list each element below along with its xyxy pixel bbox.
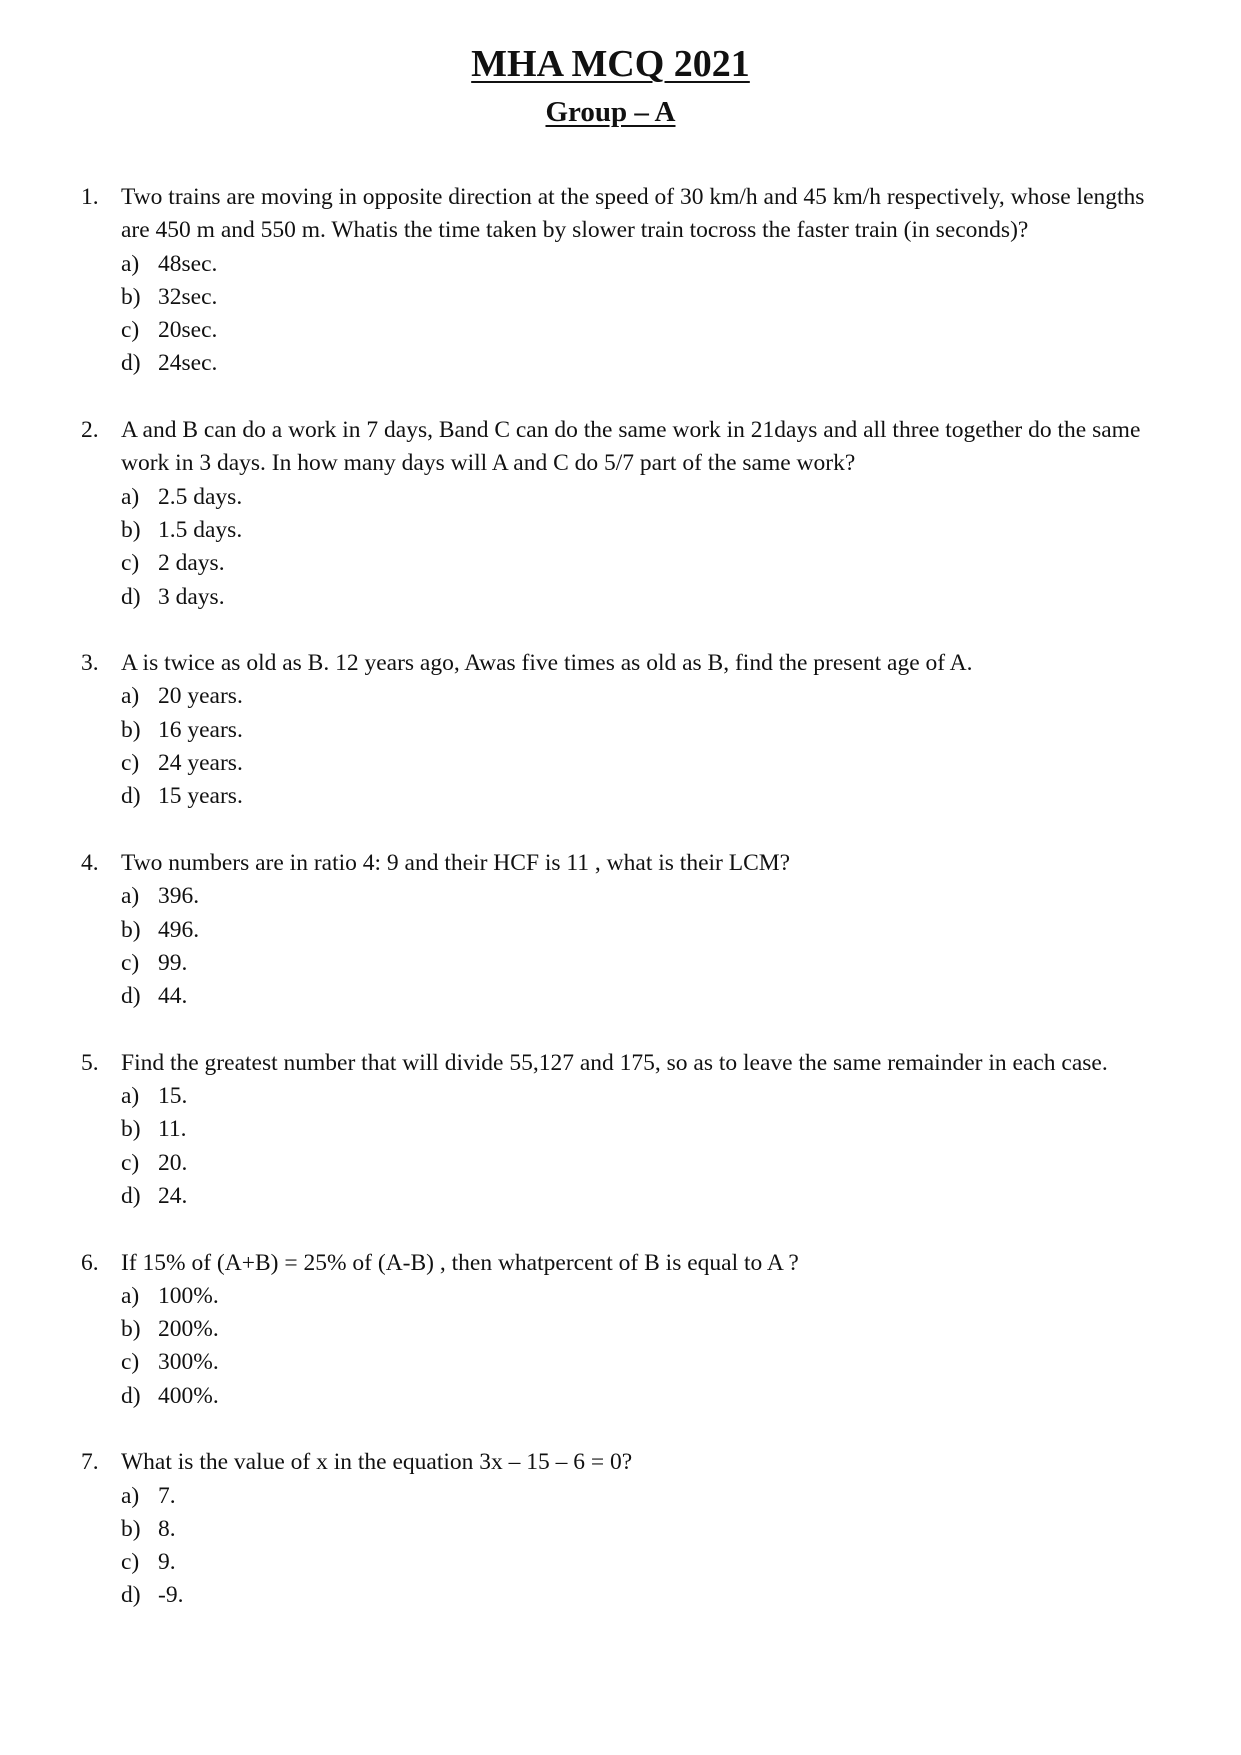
answer-option [121,1080,1171,1113]
question-text: If 15% of (A+B) = 25% of (A-B) , then whatpercent of B is equal to A ? [121,1249,799,1276]
option-text: 44. [158,983,188,1010]
option-label: b) [121,1515,141,1542]
option-label: b) [121,516,141,543]
answer-option [121,248,1171,281]
question-text: A is twice as old as B. 12 years ago, Awas five times as old as B, find the present age of A. [121,650,973,677]
option-text: 20sec. [158,317,218,344]
question-text: What is the value of x in the equation 3x – 15 – 6 = 0? [121,1449,633,1476]
answer-option [121,1513,1171,1546]
question-item [81,1446,1171,1612]
option-label: a) [121,683,140,710]
option-label: c) [121,317,140,344]
question-number: 1. [81,184,99,210]
option-text: 2 days. [158,550,225,577]
option-text: 8. [158,1515,176,1542]
option-text: 200%. [158,1316,219,1343]
option-text: 20. [158,1149,188,1176]
option-text: 16 years. [158,716,243,743]
option-text: 48sec. [158,250,218,277]
option-text: -9. [158,1582,184,1609]
question-item [81,414,1171,614]
option-text: 400%. [158,1382,219,1409]
option-text: 11. [158,1116,187,1143]
option-label: b) [121,1316,141,1343]
question-list [81,181,1171,1646]
option-list [121,1280,1171,1413]
answer-option [121,1113,1171,1146]
answer-option [121,547,1171,580]
option-text: 32sec. [158,283,218,310]
option-text: 3 days. [158,583,225,610]
answer-option [121,1147,1171,1180]
option-text: 24sec. [158,350,218,377]
answer-option [121,1579,1171,1612]
question-number: 2. [81,417,99,444]
answer-option [121,1346,1171,1379]
question-text: Find the greatest number that will divide 55,127 and 175, so as to leave the same remainder in each case. [121,1049,1108,1076]
answer-option [121,747,1171,780]
option-label: d) [121,350,141,377]
option-label: c) [121,550,140,577]
question-number: 5. [81,1049,99,1076]
option-label: b) [121,1116,141,1143]
answer-option [121,481,1171,514]
question-number: 7. [81,1449,99,1476]
option-text: 2.5 days. [158,483,243,510]
question-number: 4. [81,849,99,876]
answer-option [121,1180,1171,1213]
answer-option [121,1313,1171,1346]
answer-option [121,714,1171,747]
question-number: 3. [81,650,99,677]
option-label: c) [121,750,140,777]
option-list [121,680,1171,813]
question-text: Two trains are moving in opposite direction at the speed of 30 km/h and 45 km/h respectively, whose lengths are 450 m and 550 m. Whatis the time taken by slower train tocross the faster train (in seconds)? [121,184,1145,244]
option-label: a) [121,883,140,910]
answer-option [121,1280,1171,1313]
question-text: A and B can do a work in 7 days, Band C can do the same work in 21days and all three together do the same work in 3 days. In how many days will A and C do 5/7 part of the same work? [121,417,1141,477]
option-label: c) [121,1149,140,1176]
option-list [121,880,1171,1013]
answer-option [121,281,1171,314]
option-list [121,481,1171,614]
option-text: 100%. [158,1282,219,1309]
answer-option [121,980,1171,1013]
option-label: c) [121,1549,140,1576]
answer-option [121,581,1171,614]
option-text: 99. [158,949,188,976]
question-text: Two numbers are in ratio 4: 9 and their HCF is 11 , what is their LCM? [121,849,791,876]
answer-option [121,1380,1171,1413]
option-text: 496. [158,916,200,943]
option-text: 20 years. [158,683,243,710]
option-label: a) [121,1083,140,1110]
question-item [81,1047,1171,1213]
question-item [81,847,1171,1013]
option-text: 24 years. [158,750,243,777]
page-title: MHA MCQ 2021 [471,43,750,85]
question-item [81,1247,1171,1413]
answer-option [121,914,1171,947]
option-text: 15. [158,1083,188,1110]
question-item [81,181,1171,381]
option-text: 15 years. [158,783,243,810]
option-text: 9. [158,1549,176,1576]
answer-option [121,880,1171,913]
option-label: d) [121,783,141,810]
answer-option [121,780,1171,813]
option-label: b) [121,283,141,310]
option-label: d) [121,1382,141,1409]
answer-option [121,314,1171,347]
option-list [121,1480,1171,1613]
option-text: 300%. [158,1349,219,1376]
option-label: d) [121,1582,141,1609]
question-number: 6. [81,1249,99,1276]
question-item [81,647,1171,813]
option-label: d) [121,1182,141,1209]
option-text: 24. [158,1182,188,1209]
answer-option [121,514,1171,547]
option-label: a) [121,1282,140,1309]
option-label: b) [121,716,141,743]
option-text: 396. [158,883,200,910]
answer-option [121,947,1171,980]
option-list [121,1080,1171,1213]
option-label: c) [121,949,140,976]
answer-option [121,680,1171,713]
group-heading: Group – A [545,96,676,128]
option-text: 1.5 days. [158,516,243,543]
option-label: d) [121,983,141,1010]
answer-option [121,1546,1171,1579]
option-label: b) [121,916,141,943]
option-list [121,248,1171,381]
option-text: 7. [158,1482,176,1509]
option-label: c) [121,1349,140,1376]
option-label: a) [121,1482,140,1509]
option-label: a) [121,250,140,277]
answer-option [121,1480,1171,1513]
option-label: d) [121,583,141,610]
answer-option [121,347,1171,380]
option-label: a) [121,483,140,510]
